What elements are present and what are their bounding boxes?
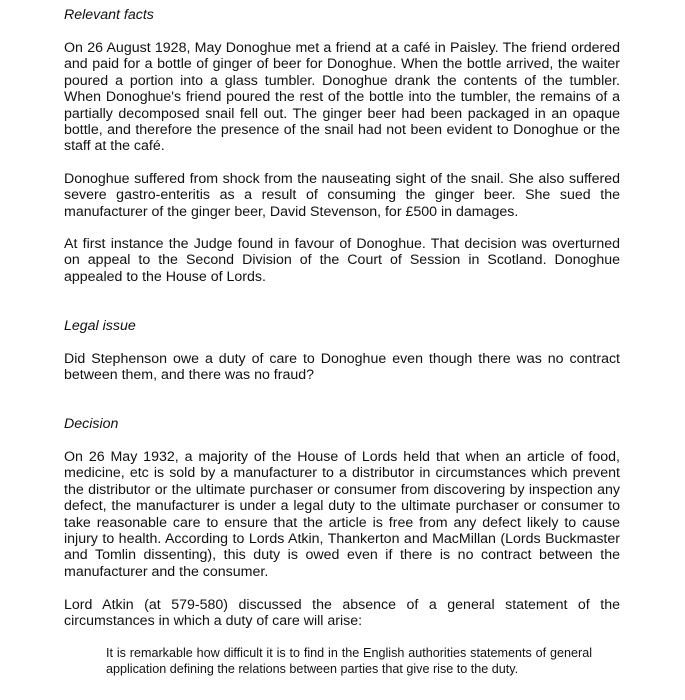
facts-paragraph-1: On 26 August 1928, May Donoghue met a friend at a café in Paisley. The friend ordered and paid for a bottle of ginger of beer for Donoghue. When the bottle arrived, the waiter poured a portion into a glass tumbler. Donoghue drank the contents of the tumbler. When Donoghue's friend poured the rest of the bottle into the tumbler, the remains of a partially decomposed snail fell out. The ginger beer had been packaged in an opaque bottle, and therefore the presence of the snail had not been evident to Donoghue or the staff at the café. [64, 40, 620, 155]
lord-atkin-quote: It is remarkable how difficult it is to find in the English authorities statements of general application defining the relations between parties that give rise to the duty. [106, 646, 592, 677]
section-heading-relevant-facts: Relevant facts [64, 7, 154, 23]
section-heading-decision: Decision [64, 416, 119, 432]
legal-issue-paragraph: Did Stephenson owe a duty of care to Donoghue even though there was no contract between them, and there was no fraud? [64, 351, 620, 384]
section-heading-legal-issue: Legal issue [64, 318, 136, 334]
decision-paragraph-1: On 26 May 1932, a majority of the House of Lords held that when an article of food, medicine, etc is sold by a manufacturer to a distributor in circumstances which prevent the distributor or the ultimate purchaser or consumer from discovering by inspection any defect, the manufacturer is under a legal duty to the ultimate purchaser or consumer to take reasonable care to ensure that the article is free from any defect likely to cause injury to health. According to Lords Atkin, Thankerton and MacMillan (Lords Buckmaster and Tomlin dissenting), this duty is owed even if there is no contract between the manufacturer and the consumer. [64, 449, 620, 580]
facts-paragraph-3: At first instance the Judge found in favour of Donoghue. That decision was overturned on appeal to the Second Division of the Court of Session in Scotland. Donoghue appealed to the House of Lords. [64, 236, 620, 285]
decision-paragraph-2: Lord Atkin (at 579-580) discussed the absence of a general statement of the circumstances in which a duty of care will arise: [64, 597, 620, 630]
facts-paragraph-2: Donoghue suffered from shock from the nauseating sight of the snail. She also suffered severe gastro-enteritis as a result of consuming the ginger beer. She sued the manufacturer of the ginger beer, David Stevenson, for £500 in damages. [64, 171, 620, 220]
